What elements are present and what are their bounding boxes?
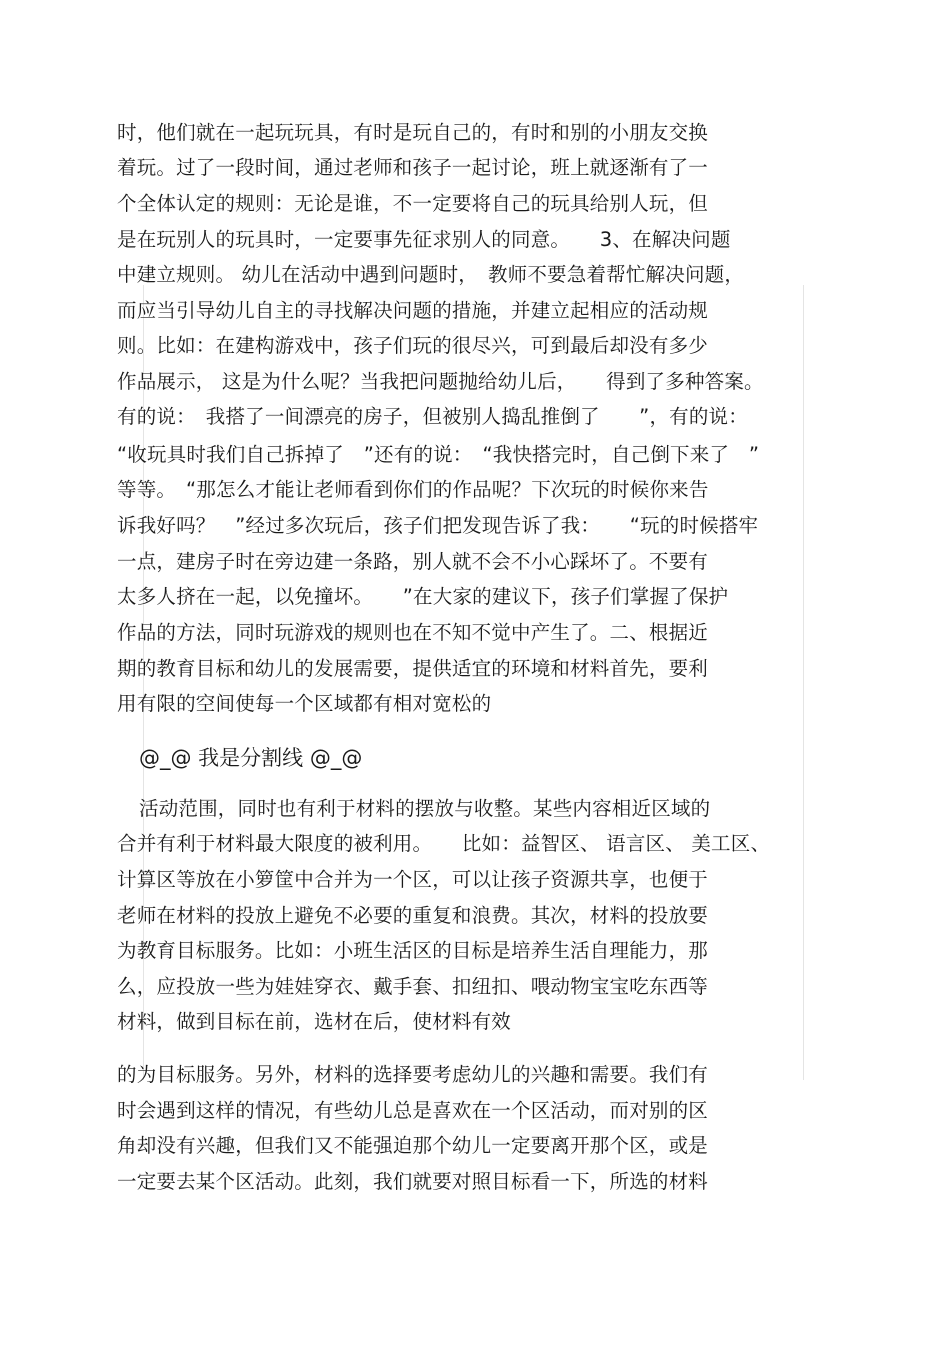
text-line: 作品展示， 这是为什么呢？当我把问题抛给幼儿后， 得到了多种答案。 (117, 370, 764, 393)
text-line: 角却没有兴趣，但我们又不能强迫那个幼儿一定要离开那个区，或是 (117, 1134, 709, 1157)
text-line: 着玩。过了一段时间，通过老师和孩子一起讨论，班上就逐渐有了一 (117, 156, 709, 179)
text-line: 等等。 “那怎么才能让老师看到你们的作品呢？下次玩的时候你来告 (117, 478, 709, 501)
text-line: 合并有利于材料最大限度的被利用。 比如：益智区、 语言区、 美工区、 (117, 832, 771, 855)
text-line: 有的说： 我搭了一间漂亮的房子，但被别人捣乱推倒了 ”，有的说： (117, 405, 748, 428)
text-line: 活动范围，同时也有利于材料的摆放与收整。某些内容相近区域的 (139, 797, 711, 820)
text-line: “收玩具时我们自己拆掉了 ”还有的说： “我快搭完时，自己倒下来了 ” (117, 443, 760, 466)
text-line: 计算区等放在小箩筐中合并为一个区，可以让孩子资源共享，也便于 (117, 868, 709, 891)
text-line: 期的教育目标和幼儿的发展需要，提供适宜的环境和材料首先，要利 (117, 657, 709, 680)
text-line: 诉我好吗？ ”经过多次玩后，孩子们把发现告诉了我： “玩的时候搭牢 (117, 514, 759, 537)
text-line: 用有限的空间使每一个区域都有相对宽松的 (117, 692, 492, 715)
text-line: 为教育目标服务。比如：小班生活区的目标是培养生活自理能力，那 (117, 939, 709, 962)
text-line: 时会遇到这样的情况，有些幼儿总是喜欢在一个区活动，而对别的区 (117, 1099, 709, 1122)
text-line: 的为目标服务。另外，材料的选择要考虑幼儿的兴趣和需要。我们有 (117, 1063, 709, 1086)
text-line: 时，他们就在一起玩玩具，有时是玩自己的，有时和别的小朋友交换 (117, 121, 709, 144)
text-line: 个全体认定的规则：无论是谁，不一定要将自己的玩具给别人玩，但 (117, 192, 709, 215)
text-line: 则。比如：在建构游戏中，孩子们玩的很尽兴，可到最后却没有多少 (117, 334, 709, 357)
text-line: 中建立规则。 幼儿在活动中遇到问题时， 教师不要急着帮忙解决问题， (117, 263, 745, 286)
text-line: 一定要去某个区活动。此刻，我们就要对照目标看一下，所选的材料 (117, 1170, 709, 1193)
page-frame-right-border (803, 285, 804, 1080)
section-separator: @_@ 我是分割线 @_@ (139, 746, 363, 770)
text-line: 太多人挤在一起，以免撞坏。 ”在大家的建议下，孩子们掌握了保护 (117, 585, 729, 608)
text-line: 材料，做到目标在前，选材在后，使材料有效 (117, 1010, 512, 1033)
text-line: 而应当引导幼儿自主的寻找解决问题的措施，并建立起相应的活动规 (117, 299, 709, 322)
text-line: 作品的方法，同时玩游戏的规则也在不知不觉中产生了。二、根据近 (117, 621, 709, 644)
text-line: 么，应投放一些为娃娃穿衣、戴手套、扣纽扣、喂动物宝宝吃东西等 (117, 975, 709, 998)
text-line: 老师在材料的投放上避免不必要的重复和浪费。其次，材料的投放要 (117, 904, 709, 927)
text-line: 是在玩别人的玩具时，一定要事先征求别人的同意。 3、在解决问题 (117, 228, 731, 251)
text-line: 一点，建房子时在旁边建一条路，别人就不会不小心踩坏了。不要有 (117, 550, 709, 573)
